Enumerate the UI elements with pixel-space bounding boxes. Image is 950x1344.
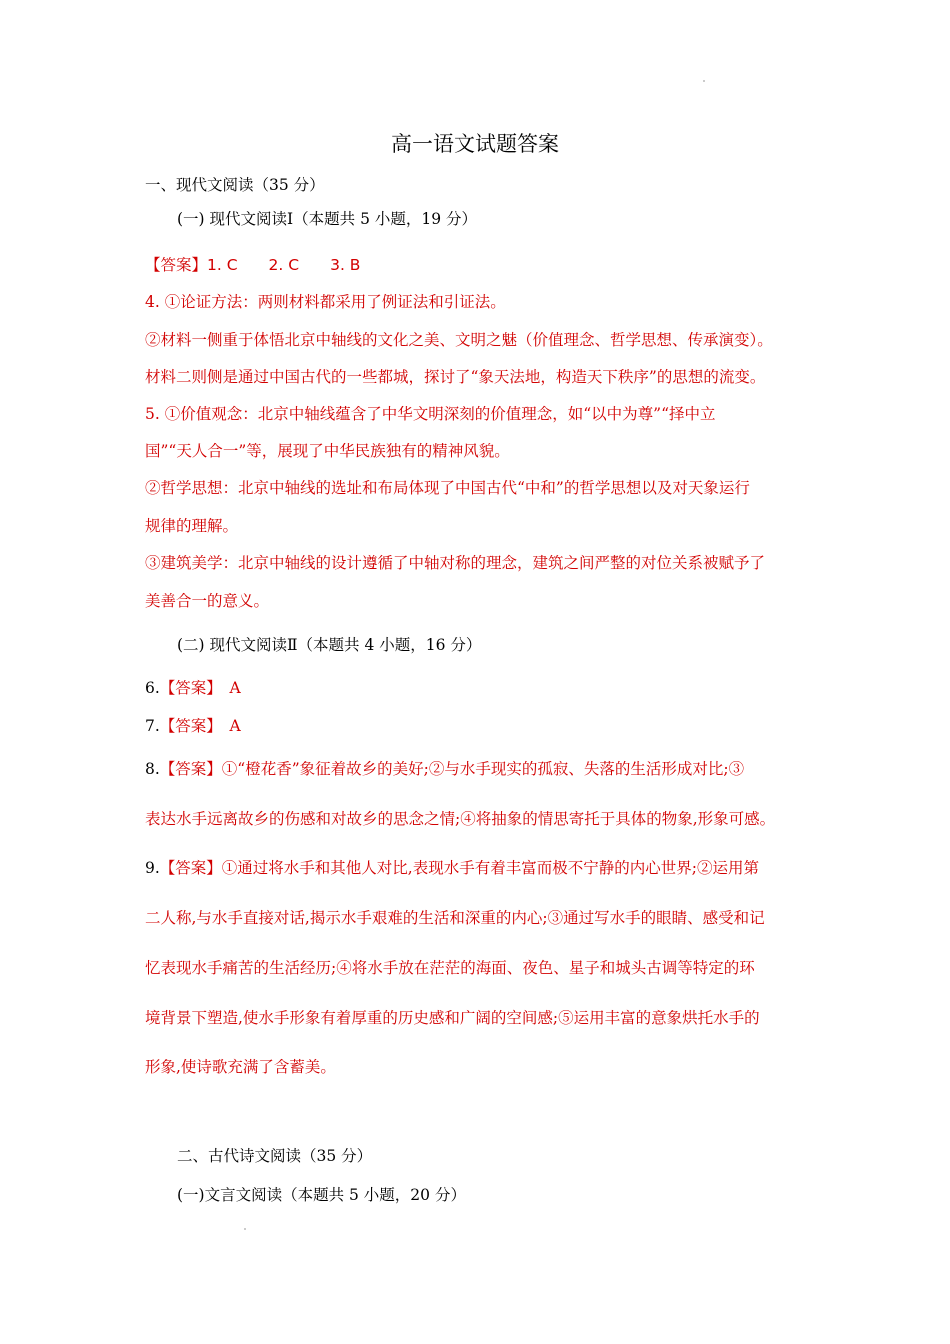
section1-part1-heading: (一) 现代文阅读Ⅰ（本题共 5 小题，19 分）	[177, 210, 478, 228]
section2-part1-heading: (一)文言文阅读（本题共 5 小题，20 分）	[177, 1186, 466, 1204]
section1-heading: 一、现代文阅读（35 分）	[145, 176, 325, 194]
answer-9-line2: 二人称,与水手直接对话,揭示水手艰难的生活和深重的内心;③通过写水手的眼睛、感受和记	[145, 909, 765, 927]
answer-6-number: 6.	[145, 679, 160, 697]
scan-speck	[244, 1228, 246, 1230]
answer-9-line5: 形象,使诗歌充满了含蓄美。	[145, 1058, 336, 1076]
answer-7-text: 【答案】 A	[159, 717, 241, 735]
answer-9-text: 【答案】①通过将水手和其他人对比,表现水手有着丰富而极不宁静的内心世界;②运用第	[159, 859, 759, 877]
scan-speck	[703, 80, 705, 82]
answer-9-line4: 境背景下塑造,使水手形象有着厚重的历史感和广阔的空间感;⑤运用丰富的意象烘托水手的	[145, 1009, 760, 1027]
answer-7-number: 7.	[145, 717, 160, 735]
answer-1-3: 【答案】1. C 2. C 3. B	[145, 256, 361, 274]
answer-9-line1	[145, 857, 759, 879]
answer-4-line2: ②材料一侧重于体悟北京中轴线的文化之美、文明之魅（价值理念、哲学思想、传承演变）。	[145, 331, 773, 349]
section1-part2-heading: (二) 现代文阅读Ⅱ（本题共 4 小题，16 分）	[177, 636, 482, 654]
answer-8-line2: 表达水手远离故乡的伤感和对故乡的思念之情;④将抽象的情思寄托于具体的物象,形象可感。	[145, 810, 776, 828]
answer-5-line6: 美善合一的意义。	[145, 592, 270, 610]
answer-6	[145, 677, 241, 699]
answer-7	[145, 715, 241, 737]
answer-5-line4: 规律的理解。	[145, 517, 239, 535]
answer-6-text: 【答案】 A	[159, 679, 241, 697]
answer-8-number: 8.	[145, 760, 160, 778]
answer-5-line2: 国”“天人合一”等，展现了中华民族独有的精神风貌。	[145, 442, 510, 460]
answer-5-line3: ②哲学思想：北京中轴线的选址和布局体现了中国古代“中和”的哲学思想以及对天象运行	[145, 479, 750, 497]
answer-8-text: 【答案】①“橙花香”象征着故乡的美好;②与水手现实的孤寂、失落的生活形成对比;③	[159, 760, 745, 778]
answer-4-line1: 4. ①论证方法：两则材料都采用了例证法和引证法。	[145, 293, 506, 311]
answer-8-line1	[145, 758, 744, 780]
answer-4-line3: 材料二则侧是通过中国古代的一些都城，探讨了“象天法地，构造天下秩序”的思想的流变。	[145, 368, 766, 386]
section2-heading: 二、古代诗文阅读（35 分）	[177, 1147, 373, 1165]
page-title: 高一语文试题答案	[391, 132, 559, 156]
answer-5-line5: ③建筑美学：北京中轴线的设计遵循了中轴对称的理念，建筑之间严整的对位关系被赋予了	[145, 554, 766, 572]
answer-9-line3: 忆表现水手痛苦的生活经历;④将水手放在茫茫的海面、夜色、星子和城头古调等特定的环	[145, 959, 755, 977]
answer-5-line1: 5. ①价值观念：北京中轴线蕴含了中华文明深刻的价值理念，如“以中为尊”“择中立	[145, 405, 716, 423]
answer-9-number: 9.	[145, 859, 160, 877]
